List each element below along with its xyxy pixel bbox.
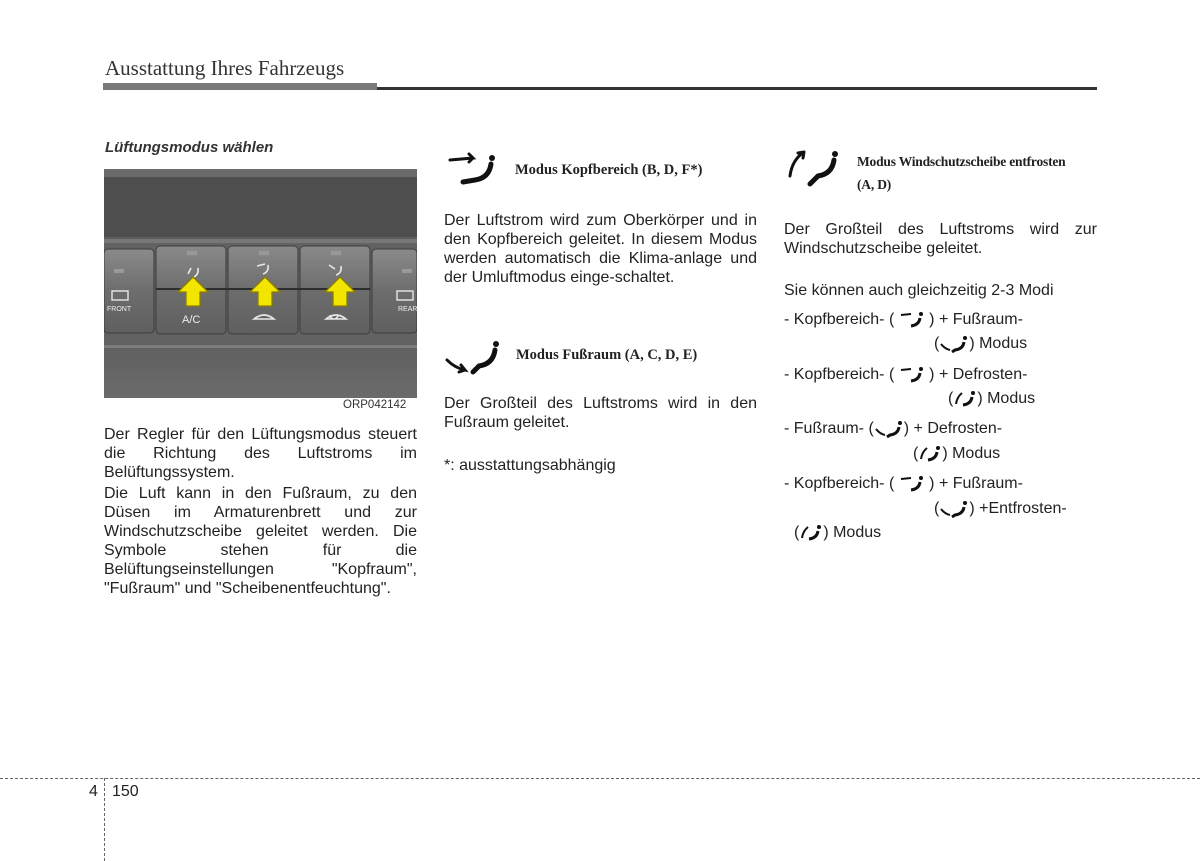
footer-dashed-rule bbox=[0, 778, 1200, 779]
head-mode-icon bbox=[899, 366, 925, 384]
mode-floor-text: Der Großteil des Luftstroms wird in den Fußraum geleitet. bbox=[444, 395, 757, 431]
combo-3-line-1: - Fußraum- ( ) + Defrosten- bbox=[784, 420, 1003, 437]
chapter-number: 4 bbox=[89, 783, 98, 800]
head-mode-icon bbox=[447, 152, 501, 192]
combo-intro: Sie können auch gleichzeitig 2-3 Modi bbox=[784, 282, 1054, 299]
page-number: 150 bbox=[112, 783, 139, 800]
defrost-mode-icon bbox=[786, 146, 844, 192]
defrost-mode-icon bbox=[799, 524, 823, 542]
floor-mode-icon bbox=[939, 335, 969, 353]
combo-2-line-2: ( ) Modus bbox=[948, 390, 1036, 407]
mode-head-text: Der Luftstrom wird zum Oberkörper und in den Kopfbereich geleitet. In diesem Modus werden automatisch die Klima-anlage und der Umluftmodus einge-schaltet. bbox=[444, 212, 757, 286]
mode-head-heading: Modus Kopfbereich (B, D, F*) bbox=[515, 162, 703, 178]
defrost-mode-icon bbox=[953, 390, 977, 408]
combo-4-line-1: - Kopfbereich- ( ) + Fußraum- bbox=[784, 475, 1023, 492]
combo-3-line-2: ( ) Modus bbox=[913, 445, 1001, 462]
header-rule-thick bbox=[103, 83, 377, 90]
mode-floor-heading: Modus Fußraum (A, C, D, E) bbox=[516, 347, 698, 363]
combo-1-line-2: ( ) Modus bbox=[934, 335, 1028, 352]
photo-caption: ORP042142 bbox=[343, 399, 407, 411]
col1-paragraph-2: Die Luft kann in den Fußraum, zu den Düsen im Armaturenbrett und zur Windschutzscheibe geleitet werden. Die Symbole stehen für die Belüftungseinstellungen "Kopfraum", "Fußraum" und "Scheibenentfeuchtung". bbox=[104, 485, 417, 597]
mode-defrost-text: Der Großteil des Luftstroms wird zur Windschutzscheibe geleitet. bbox=[784, 221, 1097, 257]
section-title: Lüftungsmodus wählen bbox=[105, 139, 274, 156]
defrost-mode-icon bbox=[918, 445, 942, 463]
combo-4-line-2: ( ) +Entfrosten- bbox=[934, 500, 1067, 517]
head-mode-icon bbox=[899, 311, 925, 329]
panel-label-front: FRONT bbox=[107, 306, 132, 313]
mode-defrost-heading-line2: (A, D) bbox=[857, 177, 892, 192]
floor-mode-icon bbox=[874, 420, 904, 438]
footer-vertical-rule bbox=[104, 778, 105, 861]
combo-2-line-1: - Kopfbereich- ( ) + Defrosten- bbox=[784, 366, 1028, 383]
climate-panel-photo bbox=[104, 169, 417, 398]
header-rule-thin bbox=[377, 87, 1097, 90]
combo-4-line-3: ( ) Modus bbox=[794, 524, 882, 541]
mode-defrost-heading-line1: Modus Windschutzscheibe entfrosten bbox=[857, 154, 1066, 169]
col1-paragraph-1: Der Regler für den Lüftungsmodus steuert die Richtung des Luftstroms im Belüftungssystem. bbox=[104, 426, 417, 481]
footnote: *: ausstattungsabhängig bbox=[444, 457, 616, 474]
panel-label-ac: A/C bbox=[182, 314, 201, 326]
floor-mode-icon bbox=[939, 500, 969, 518]
panel-label-rear: REAR bbox=[398, 306, 417, 313]
combo-1-line-1: - Kopfbereich- ( ) + Fußraum- bbox=[784, 311, 1023, 328]
page-header-title: Ausstattung Ihres Fahrzeugs bbox=[105, 56, 345, 80]
head-mode-icon bbox=[899, 475, 925, 493]
floor-mode-icon bbox=[444, 338, 504, 380]
